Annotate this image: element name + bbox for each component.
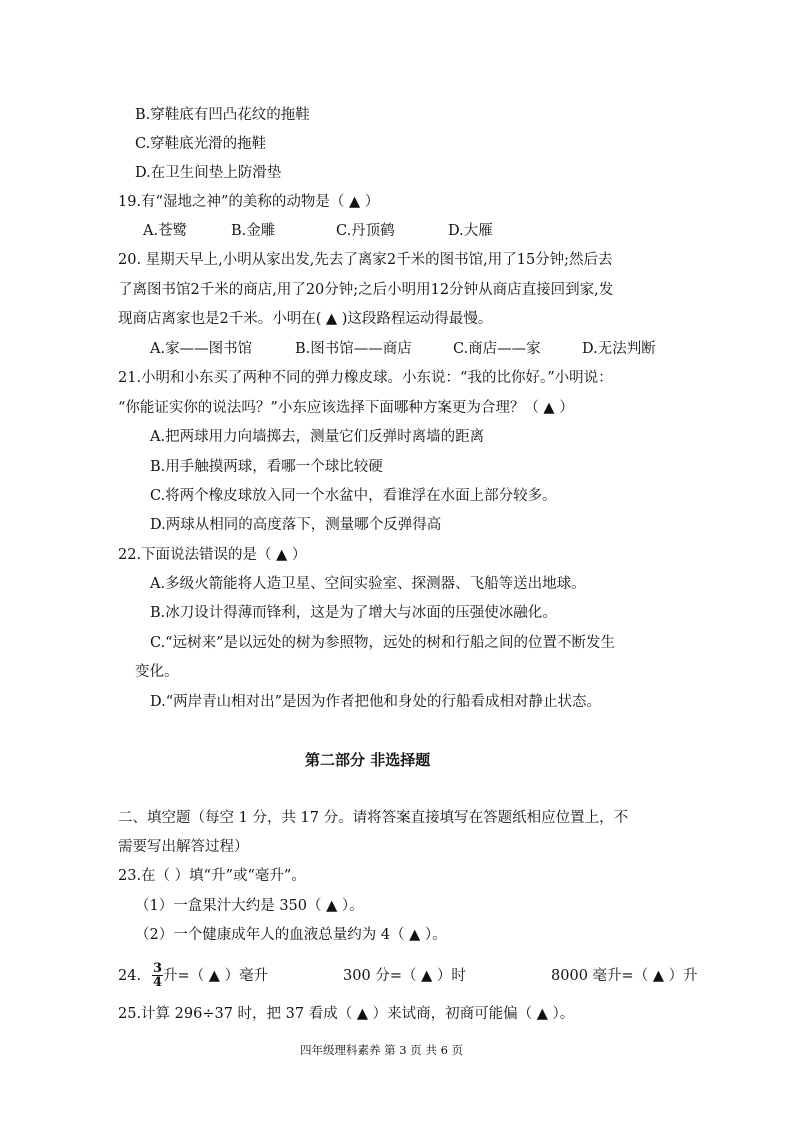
q22-option-a: A.多级火箭能将人造卫星、空间实验室、探测器、飞船等送出地球。 bbox=[150, 576, 586, 592]
q24-part1: 升=（ ▲ ）毫升 bbox=[163, 967, 269, 984]
q22-option-d: D.“两岸青山相对出”是因为作者把他和身处的行船看成相对静止状态。 bbox=[150, 694, 602, 710]
q18-option-d: D.在卫生间垫上防滑垫 bbox=[135, 165, 282, 181]
q19-option-d: D.大雁 bbox=[448, 223, 493, 239]
q20-options bbox=[150, 339, 656, 359]
q20-option-c: C.商店——家 bbox=[453, 341, 541, 357]
q22-option-b: B.冰刀设计得薄而锋利，这是为了增大与冰面的压强使冰融化。 bbox=[150, 605, 557, 621]
q20-option-b: B.图书馆——商店 bbox=[295, 341, 412, 357]
q18-option-c: C.穿鞋底光滑的拖鞋 bbox=[135, 136, 267, 152]
q20-option-d: D.无法判断 bbox=[582, 341, 656, 357]
q23-item2: （2）一个健康成年人的血液总量约为 4（ ▲ ）。 bbox=[135, 927, 447, 943]
q24-number: 24. bbox=[118, 967, 142, 984]
q19-option-c: C.丹顶鹤 bbox=[336, 223, 395, 239]
q20-line2: 了离图书馆2千米的商店,用了20分钟;之后小明用12分钟从商店直接回到家,发 bbox=[118, 282, 614, 298]
q19-stem: 19.有“湿地之神”的美称的动物是（ ▲ ） bbox=[118, 194, 380, 210]
q21-line2: “你能证实你的说法吗？”小东应该选择下面哪种方案更为合理？（ ▲ ） bbox=[118, 400, 574, 416]
page-footer: 四年级理科素养 第 3 页 共 6 页 bbox=[300, 1043, 464, 1057]
q23-item1: （1）一盒果汁大约是 350（ ▲ ）。 bbox=[135, 898, 364, 914]
q21-option-c: C.将两个橡皮球放入同一个水盆中，看谁浮在水面上部分较多。 bbox=[150, 488, 557, 504]
q20-line3: 现商店离家也是2千米。小明在( ▲ )这段路程运动得最慢。 bbox=[118, 311, 493, 327]
q24-part2: 300 分=（ ▲ ）时 bbox=[343, 967, 466, 984]
q22-option-c-line2: 变化。 bbox=[135, 664, 179, 680]
q23-stem: 23.在（ ）填“升”或“毫升”。 bbox=[118, 868, 306, 884]
q21-line1: 21.小明和小东买了两种不同的弹力橡皮球。小东说：“我的比你好。”小明说： bbox=[118, 370, 613, 386]
q18-option-b: B.穿鞋底有凹凸花纹的拖鞋 bbox=[135, 107, 310, 123]
part2-title: 第二部分 非选择题 bbox=[305, 751, 431, 769]
q19-option-a: A.苍鹭 bbox=[143, 223, 188, 239]
q25-stem: 25.计算 296÷37 时，把 37 看成（ ▲ ）来试商，初商可能偏（ ▲ ）。 bbox=[118, 1006, 575, 1022]
q19-options bbox=[143, 221, 493, 241]
q21-option-b: B.用手触摸两球，看哪一个球比较硬 bbox=[150, 459, 383, 475]
q20-line1: 20. 星期天早上,小明从家出发,先去了离家2千米的图书馆,用了15分钟;然后去 bbox=[118, 252, 613, 268]
q24-part3: 8000 毫升=（ ▲ ）升 bbox=[551, 967, 698, 984]
q21-option-a: A.把两球用力向墙掷去，测量它们反弹时离墙的距离 bbox=[150, 429, 485, 445]
q22-stem: 22.下面说法错误的是（ ▲ ） bbox=[118, 547, 307, 563]
section2-line2: 需要写出解答过程） bbox=[118, 839, 249, 855]
q24-fraction-denominator: 4 bbox=[153, 975, 163, 990]
q22-option-c-line1: C.“远树来”是以远处的树为参照物，远处的树和行船之间的位置不断发生 bbox=[150, 635, 616, 651]
q24-fraction-numerator: 3 bbox=[153, 961, 163, 976]
q20-option-a: A.家——图书馆 bbox=[150, 341, 253, 357]
q19-option-b: B.金雕 bbox=[231, 223, 276, 239]
q24 bbox=[118, 962, 698, 989]
q21-option-d: D.两球从相同的高度落下，测量哪个反弹得高 bbox=[150, 517, 442, 533]
section2-line1: 二、填空题（每空 1 分，共 17 分。请将答案直接填写在答题纸相应位置上，不 bbox=[118, 810, 629, 826]
q24-fraction bbox=[152, 962, 163, 989]
